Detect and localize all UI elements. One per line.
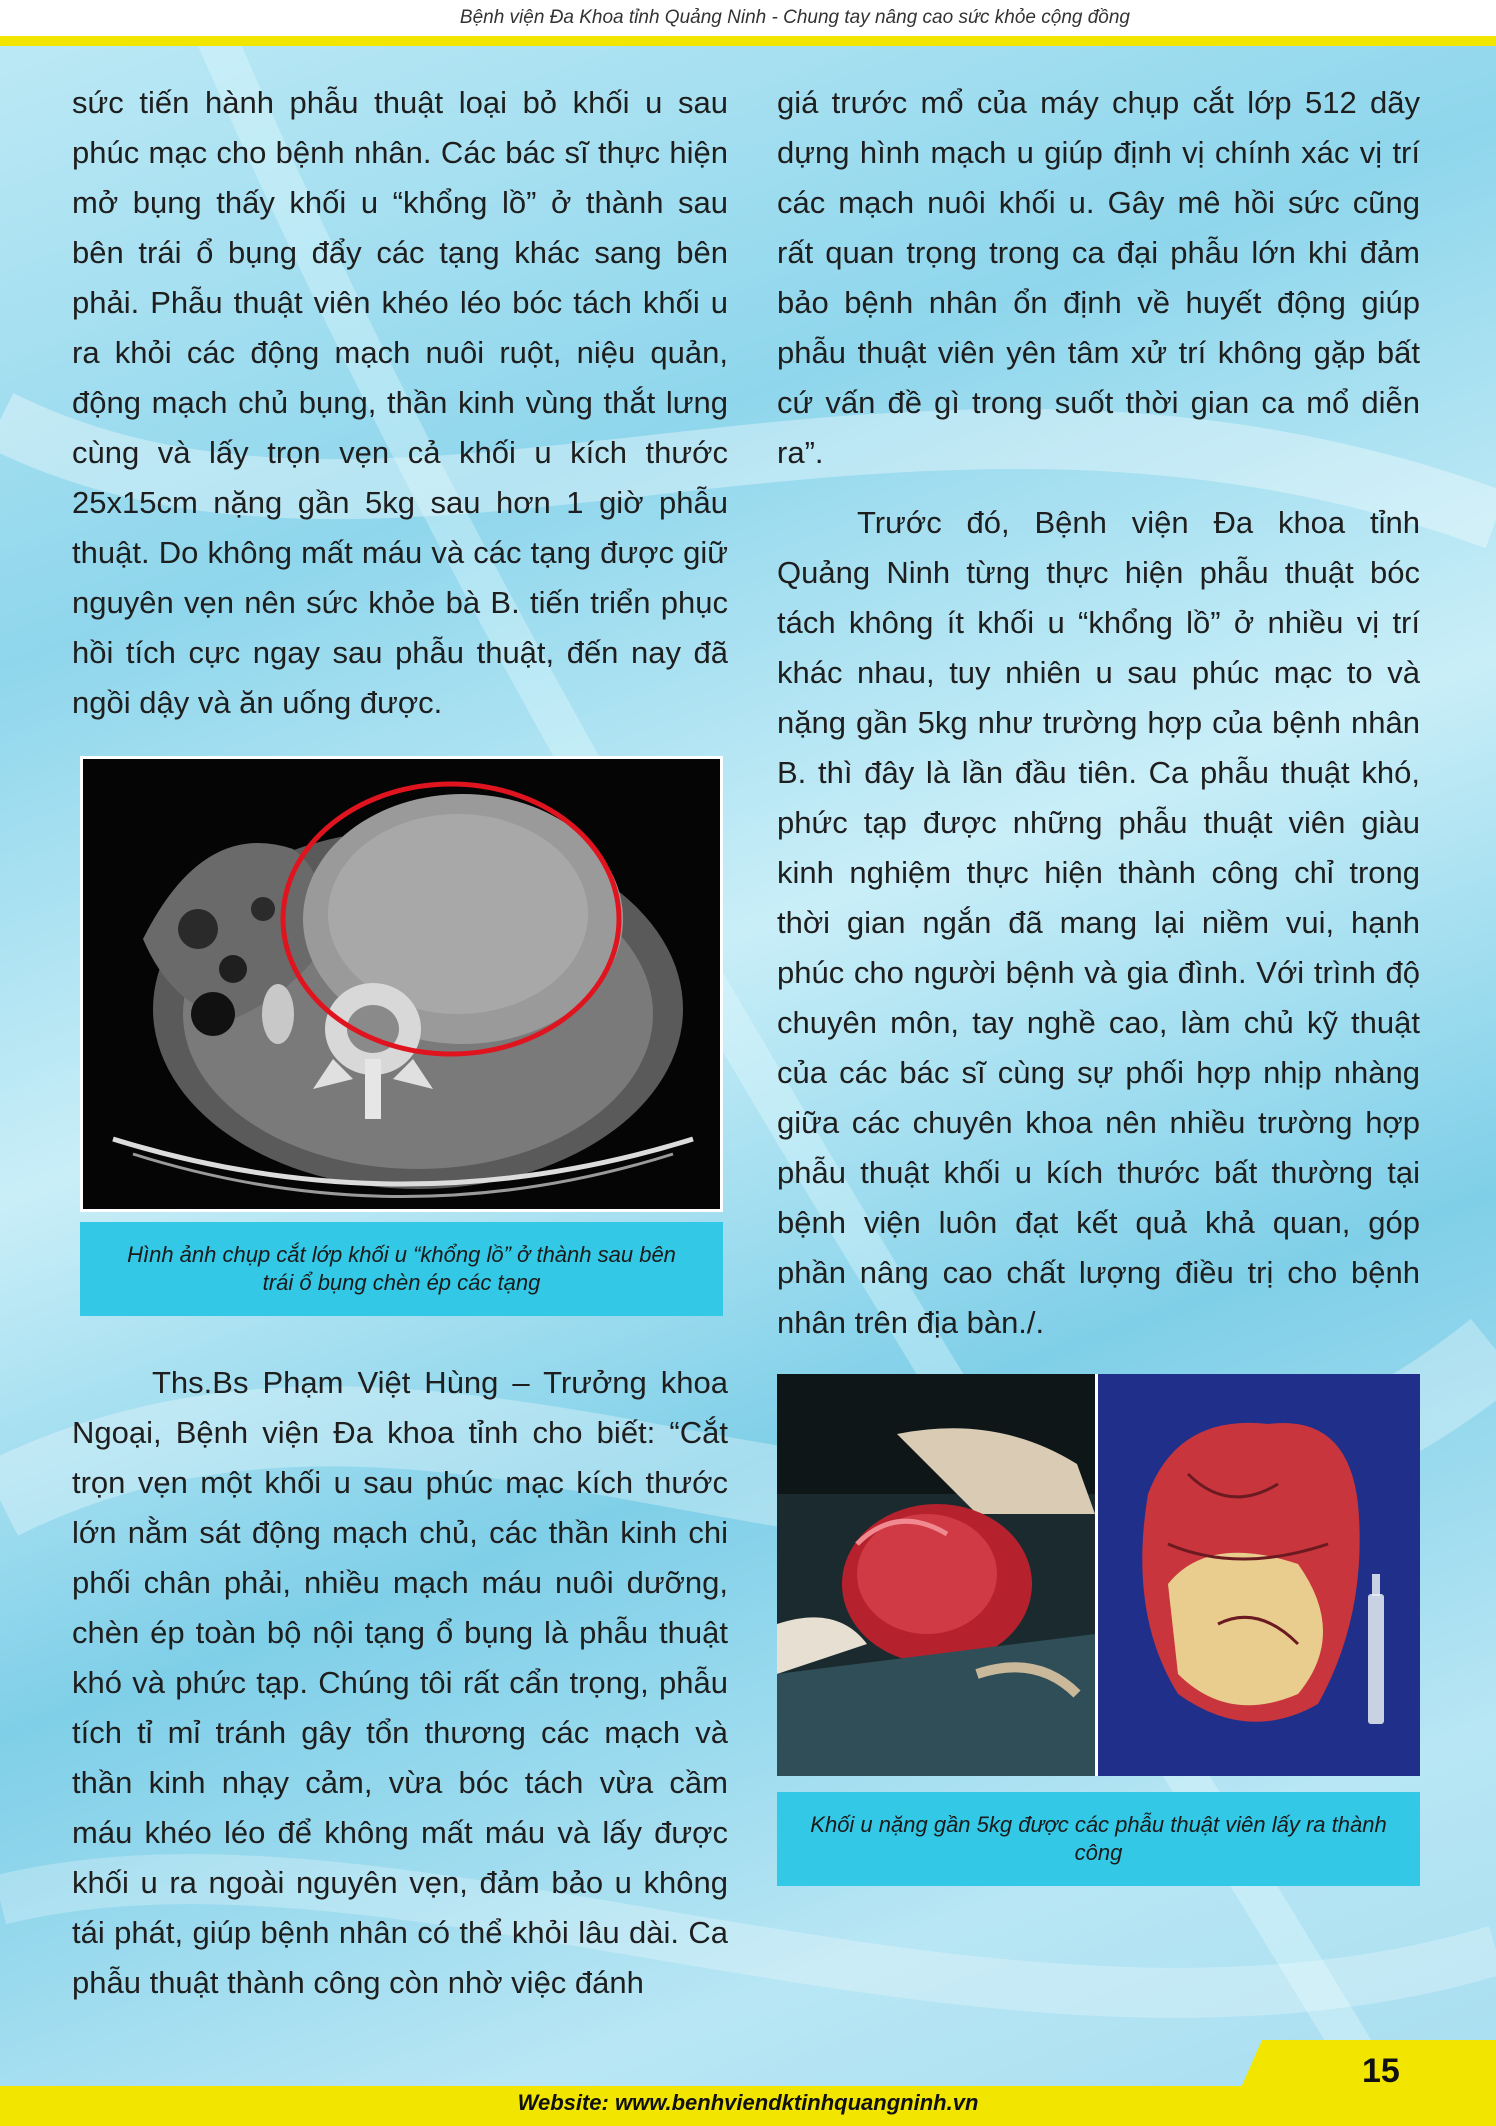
paragraph-left-1: sức tiến hành phẫu thuật loại bỏ khối u sau phúc mạc cho bệnh nhân. Các bác sĩ thực hiện mở bụng thấy khối u “khổng lồ” ở thành sau bên trái ổ bụng đẩy các tạng khác sang bên phải. Phẫu thuật viên khéo léo bóc tách khối u ra khỏi các động mạch nuôi ruột, niệu quản, động mạch chủ bụng, thần kinh vùng thắt lưng cùng và lấy trọn vẹn cả khối u kích thước 25x15cm nặng gần 5kg sau hơn 1 giờ phẫu thuật. Do không mất máu và các tạng được giữ nguyên vẹn nên sức khỏe bà B. tiến triển phục hồi tích cực ngay sau phẫu thuật, đến nay đã ngồi dậy và ăn uống được. bbox=[72, 85, 728, 720]
ct-scan-figure bbox=[80, 756, 723, 1212]
header-accent-bar bbox=[0, 36, 1496, 46]
ct-scan-caption-text: Hình ảnh chụp cắt lớp khối u “khổng lồ” ở thành sau bên trái ổ bụng chèn ép các tạng bbox=[127, 1242, 676, 1295]
right-column-text-2 bbox=[777, 498, 1420, 1348]
header-title: Bệnh viện Đa Khoa tỉnh Quảng Ninh - Chung tay nâng cao sức khỏe cộng đồng bbox=[459, 7, 1130, 28]
surgery-photo bbox=[777, 1374, 1095, 1776]
left-column-text-2 bbox=[72, 1358, 728, 2008]
paragraph-right-2: Trước đó, Bệnh viện Đa khoa tỉnh Quảng Ninh từng thực hiện phẫu thuật bóc tách không ít khối u “khổng lồ” ở nhiều vị trí khác nhau, tuy nhiên u sau phúc mạc to và nặng gần 5kg như trường hợp của bệnh nhân B. thì đây là lần đầu tiên. Ca phẫu thuật khó, phức tạp được những phẫu thuật viên giàu kinh nghiệm thực hiện thành công chỉ trong thời gian ngắn đã mang lại niềm vui, hạnh phúc cho người bệnh và gia đình. Với trình độ chuyên môn, tay nghề cao, làm chủ kỹ thuật của các bác sĩ cùng sự phối hợp nhịp nhàng giữa các chuyên khoa nên nhiều trường hợp phẫu thuật khối u kích thước bất thường tại bệnh viện luôn đạt kết quả khả quan, góp phần nâng cao chất lượng điều trị cho bệnh nhân trên địa bàn./. bbox=[777, 505, 1420, 1340]
paragraph-right-1: giá trước mổ của máy chụp cắt lớp 512 dãy dựng hình mạch u giúp định vị chính xác vị trí các mạch nuôi khối u. Gây mê hồi sức cũng rất quan trọng trong ca đại phẫu lớn khi đảm bảo bệnh nhân ổn định về huyết động giúp phẫu thuật viên yên tâm xử trí không gặp bất cứ vấn đề gì trong suốt thời gian ca mổ diễn ra”. bbox=[777, 85, 1420, 470]
page-header bbox=[0, 0, 1496, 36]
left-column-text bbox=[72, 78, 728, 728]
page-number: 15 bbox=[1362, 2052, 1400, 2090]
tumor-photos-figure bbox=[777, 1374, 1420, 1776]
excised-tumor-photo bbox=[1098, 1374, 1420, 1776]
footer-website: Website: www.benhviendktinhquangninh.vn bbox=[517, 2090, 979, 2115]
tumor-photo-caption bbox=[777, 1792, 1420, 1886]
right-column-text bbox=[777, 78, 1420, 478]
ct-scan-image bbox=[83, 759, 720, 1209]
ct-scan-caption bbox=[80, 1222, 723, 1316]
paragraph-left-2: Ths.Bs Phạm Việt Hùng – Trưởng khoa Ngoại, Bệnh viện Đa khoa tỉnh cho biết: “Cắt trọn vẹn một khối u sau phúc mạc kích thước lớn nằm sát động mạch chủ, các thần kinh chi phối chân phải, nhiều mạch máu nuôi dưỡng, chèn ép toàn bộ nội tạng ổ bụng là phẫu thuật khó và phức tạp. Chúng tôi rất cẩn trọng, phẫu tích tỉ mỉ tránh gây tổn thương các mạch và thần kinh nhạy cảm, vừa bóc tách vừa cầm máu khéo léo để không mất máu và lấy được khối u ra ngoài nguyên vẹn, đảm bảo u không tái phát, giúp bệnh nhân có thể khỏi lâu dài. Ca phẫu thuật thành công còn nhờ việc đánh bbox=[72, 1365, 728, 2000]
tumor-photo-caption-text: Khối u nặng gần 5kg được các phẫu thuật viên lấy ra thành công bbox=[810, 1812, 1387, 1865]
